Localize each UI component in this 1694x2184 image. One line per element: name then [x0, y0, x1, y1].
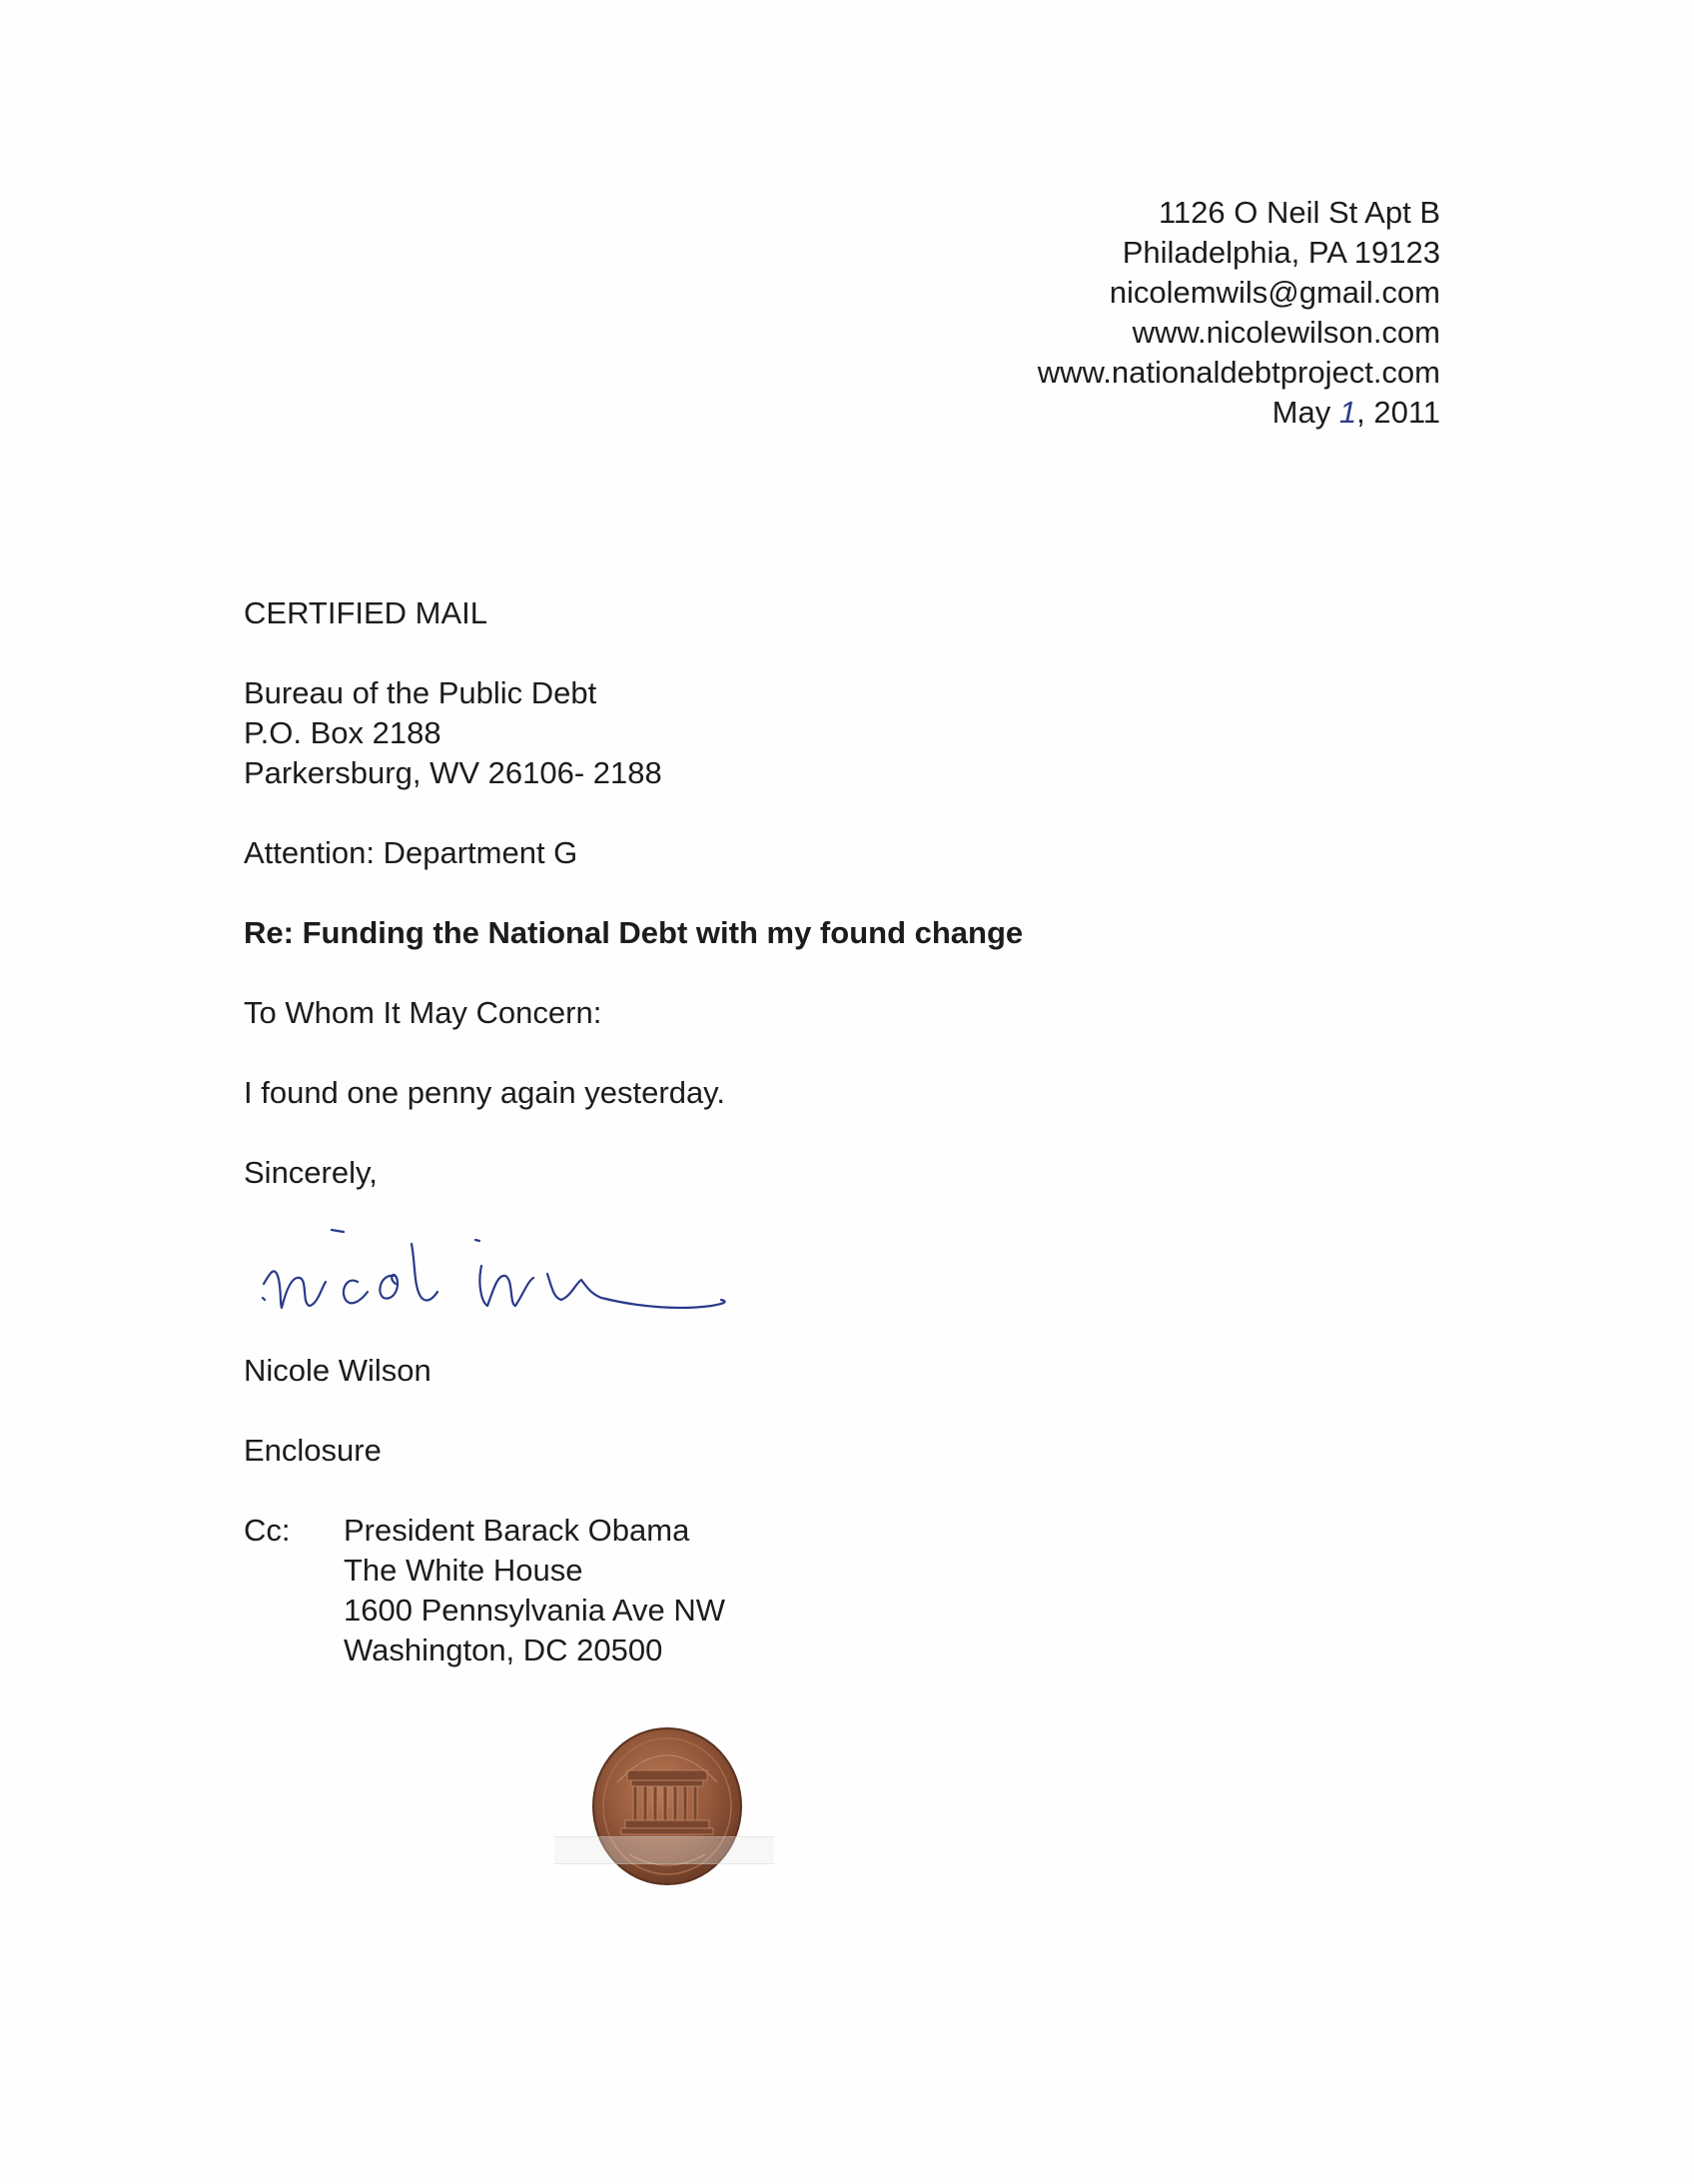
- mail-type: CERTIFIED MAIL: [244, 595, 488, 630]
- sender-address-line2: Philadelphia, PA 19123: [1122, 235, 1440, 270]
- sender-website-1: www.nicolewilson.com: [1132, 315, 1440, 350]
- signer-name: Nicole Wilson: [244, 1353, 431, 1388]
- sender-address-block: [1038, 193, 1440, 433]
- cc-line-3: 1600 Pennsylvania Ave NW: [344, 1593, 725, 1628]
- tape-strip: [554, 1836, 774, 1864]
- closing: Sincerely,: [244, 1155, 378, 1190]
- recipient-name: Bureau of the Public Debt: [244, 675, 597, 710]
- cc-label: Cc:: [244, 1513, 291, 1548]
- recipient-city-line: Parkersburg, WV 26106- 2188: [244, 755, 662, 790]
- recipient-address-block: [244, 673, 662, 793]
- salutation: To Whom It May Concern:: [244, 995, 602, 1030]
- enclosure-note: Enclosure: [244, 1433, 382, 1468]
- cc-address-block: [344, 1511, 725, 1670]
- cc-line-4: Washington, DC 20500: [344, 1633, 663, 1667]
- letter-body: I found one penny again yesterday.: [244, 1075, 725, 1110]
- cc-line-1: President Barack Obama: [344, 1513, 690, 1548]
- subject-line: Re: Funding the National Debt with my found change: [244, 915, 1024, 950]
- sender-website-2: www.nationaldebtproject.com: [1037, 355, 1440, 390]
- sender-address-line1: 1126 O Neil St Apt B: [1158, 195, 1440, 230]
- date-month: May: [1271, 395, 1339, 430]
- recipient-po-box: P.O. Box 2188: [244, 715, 441, 750]
- sender-email: nicolemwils@gmail.com: [1109, 275, 1440, 310]
- date-year: , 2011: [1356, 395, 1440, 430]
- cc-line-2: The White House: [344, 1553, 583, 1588]
- letter-date: [1038, 393, 1440, 433]
- attention-line: Attention: Department G: [244, 835, 578, 870]
- date-day-handwritten: 1: [1338, 395, 1357, 430]
- handwritten-signature: [262, 1204, 761, 1324]
